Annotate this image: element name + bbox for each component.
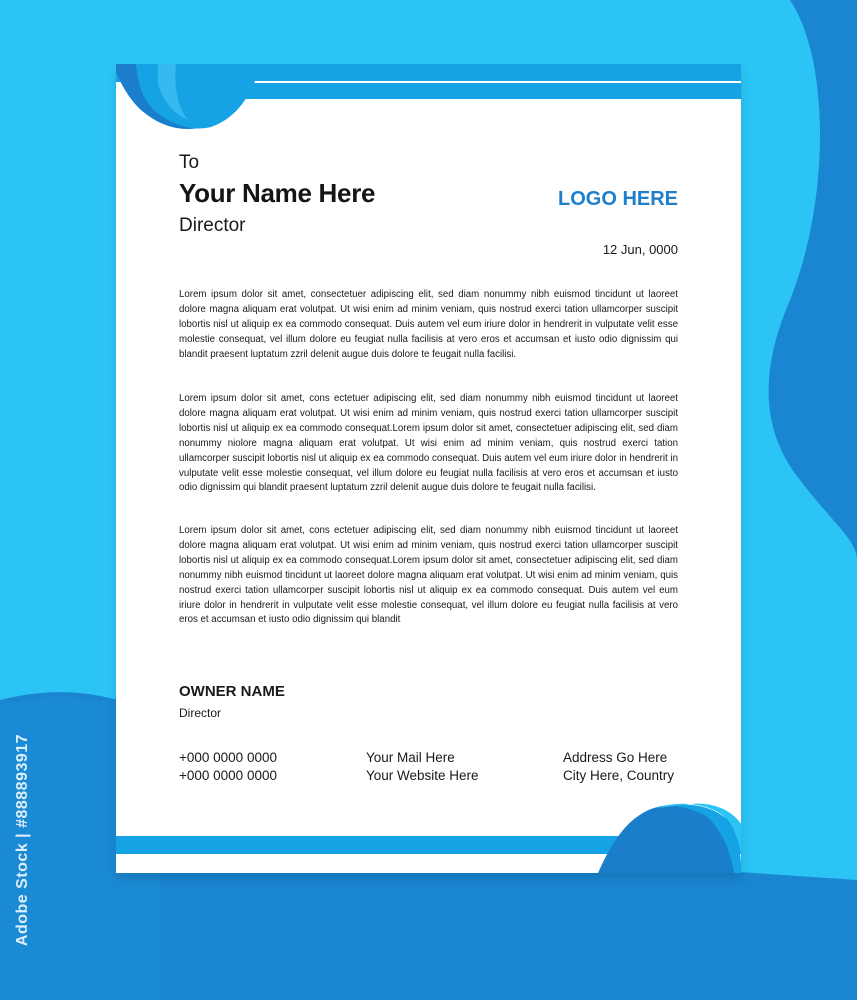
logo-placeholder: LOGO HERE: [558, 188, 679, 210]
mail-text: Your Mail Here: [366, 750, 455, 765]
to-label: To: [179, 152, 200, 173]
letterhead-page: [116, 64, 741, 873]
phone-number-1: +000 0000 0000: [179, 750, 277, 765]
address-line-2: City Here, Country: [563, 768, 675, 783]
recipient-title: Director: [179, 215, 246, 236]
website-text: Your Website Here: [366, 768, 479, 783]
phone-number-2: +000 0000 0000: [179, 768, 277, 783]
owner-name: OWNER NAME: [179, 683, 285, 700]
web-contact-block: [366, 749, 479, 785]
address-line-1: Address Go Here: [563, 750, 668, 765]
body-paragraph-1: Lorem ipsum dolor sit amet, consectetuer adipiscing elit, sed diam nonummy nibh euismod tincidunt ut laoreet dolore magna aliquam erat volutpat. Ut wisi enim ad minim veniam, quis nostrud exerci tation ullamcorper suscipit lobortis nisl ut aliquip ex ea commodo consequat. Duis autem vel eum iriure dolor in hendrerit in vulputate velit esse molestie consequat, vel illum dolore eu feugiat nulla facilisis at vero eros et accumsan et iusto odio dignissim qui blandit praesent luptatum zzril delenit augue duis dolore te feugait nulla facilisi.: [179, 289, 678, 360]
body-paragraph-2: Lorem ipsum dolor sit amet, cons ectetuer adipiscing elit, sed diam nonummy nibh euismod tincidunt ut laoreet dolore magna aliquam erat volutpat. Ut wisi enim ad minim veniam, quis nostrud exerci tation ullamcorper suscipit lobortis nisl ut aliquip ex ea commodo consequat.Lorem ipsum dolor sit amet, consectetuer adipiscing elit, sed diam nonummy niolore magna aliquam erat volutpat. Ut wisi enim ad minim veniam, quis nostrud exerci tation ullamcorper suscipit lobortis nisl ut aliquip ex ea commodo consequat. Duis autem vel eum iriure dolor in hendrerit in vulputate velit esse molestie consequat, vel illum dolore eu feugiat nulla facilisis at vero eros et accumsan et iusto odio dignissim qui blandit praesent luptatum zzril delenit augue duis dolore te feugait nulla facilisi.: [179, 393, 678, 494]
address-block: [563, 749, 674, 785]
recipient-name: Your Name Here: [179, 178, 376, 208]
stock-id-label: [6, 733, 40, 947]
letter-date: 12 Jun, 0000: [602, 242, 678, 257]
stock-id-text: Adobe Stock | #888893917: [14, 733, 31, 947]
body-paragraph-3: Lorem ipsum dolor sit amet, cons ectetuer adipiscing elit, sed diam nonummy nibh euismod tincidunt ut laoreet dolore magna aliquam erat volutpat. Ut wisi enim ad minim veniam, quis nostrud exerci tation ullamcorper suscipit lobortis nisl ut aliquip ex ea commodo consequat.Lorem ipsum dolor sit amet, consectetuer adipiscing elit, sed diam nonummy nibh euismod tincidunt ut laoreet dolore magna aliquam erat volutpat. Ut wisi enim ad minim veniam, quis nostrud exerci tation ullamcorper suscipit lobortis nisl ut aliquip ex ea commodo consequat. Duis autem vel eum iriure dolor in hendrerit in vulputate velit esse molestie consequat, vel illum dolore eu feugiat nulla facilisis at vero eros et accumsan et iusto odio dignissim qui blandit: [179, 525, 678, 626]
phone-block: [179, 749, 277, 785]
owner-title: Director: [179, 706, 222, 720]
